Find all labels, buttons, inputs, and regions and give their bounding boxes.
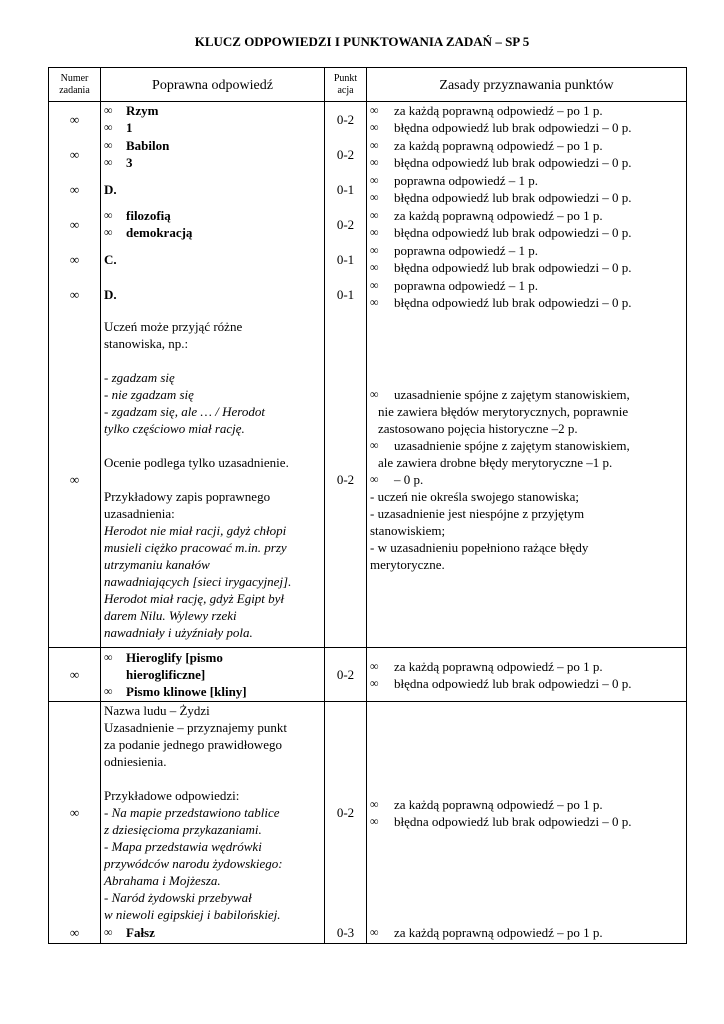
answer-cell: ∞ Babilon ∞ 3	[101, 137, 325, 172]
points-cell: 0-2	[325, 312, 367, 648]
points-cell: 0-1	[325, 277, 367, 312]
rules-cell: ∞ za każdą poprawną odpowiedź – po 1 p. ∞ błędna odpowiedź lub brak odpowiedzi – 0 p.	[367, 102, 687, 137]
header-task-number: Numer zadania	[49, 68, 101, 102]
table-row	[49, 207, 687, 242]
task-number: ∞	[49, 277, 101, 312]
table-header-row	[49, 68, 687, 102]
rules-cell: ∞ poprawna odpowiedź – 1 p. ∞ błędna odpowiedź lub brak odpowiedzi – 0 p.	[367, 172, 687, 207]
table-row	[49, 648, 687, 702]
table-row	[49, 242, 687, 277]
points-cell: 0-3	[325, 923, 367, 943]
answer-key-table	[48, 67, 687, 944]
answer-cell: ∞ filozofią ∞ demokracją	[101, 207, 325, 242]
task-number: ∞	[49, 172, 101, 207]
points-cell: 0-2	[325, 207, 367, 242]
task-number: ∞	[49, 312, 101, 648]
answer-cell: ∞ Rzym ∞ 1	[101, 102, 325, 137]
answer-cell: ∞ Hieroglify [pismo hieroglificzne] ∞ Pismo klinowe [kliny]	[101, 648, 325, 702]
header-points: Punkt acja	[325, 68, 367, 102]
points-cell: 0-1	[325, 242, 367, 277]
table-row	[49, 702, 687, 924]
table-row	[49, 102, 687, 137]
points-cell: 0-2	[325, 702, 367, 924]
answer-cell: D.	[101, 277, 325, 312]
points-cell: 0-2	[325, 137, 367, 172]
rules-cell: ∞ za każdą poprawną odpowiedź – po 1 p. ∞ błędna odpowiedź lub brak odpowiedzi – 0 p.	[367, 702, 687, 924]
rules-cell: ∞ za każdą poprawną odpowiedź – po 1 p. ∞ błędna odpowiedź lub brak odpowiedzi – 0 p.	[367, 137, 687, 172]
task-number: ∞	[49, 102, 101, 137]
document-title: KLUCZ ODPOWIEDZI I PUNKTOWANIA ZADAŃ – SP 5	[194, 34, 530, 49]
table-row	[49, 172, 687, 207]
task-number: ∞	[49, 702, 101, 924]
answer-cell: D.	[101, 172, 325, 207]
header-correct-answer: Poprawna odpowiedź	[101, 68, 325, 102]
rules-cell: ∞ za każdą poprawną odpowiedź – po 1 p. ∞ błędna odpowiedź lub brak odpowiedzi – 0 p.	[367, 207, 687, 242]
table-row	[49, 137, 687, 172]
rules-cell: ∞ uzasadnienie spójne z zajętym stanowiskiem, nie zawiera błędów merytorycznych, poprawnie zastosowano pojęcia historyczne –2 p. ∞ uzasadnienie spójne z zajętym stanowiskiem, ale zawiera drobne błędy merytoryczne –1 p. ∞ – 0 p. - uczeń nie określa swojego stanowiska; - uzasadnienie jest niespójne z przyjętym stanowiskiem; - w uzasadnieniu popełniono rażące błędy merytoryczne.	[367, 312, 687, 648]
rules-cell: ∞ za każdą poprawną odpowiedź – po 1 p.	[367, 923, 687, 943]
rules-cell: ∞ poprawna odpowiedź – 1 p. ∞ błędna odpowiedź lub brak odpowiedzi – 0 p.	[367, 277, 687, 312]
answer-cell: C.	[101, 242, 325, 277]
points-cell: 0-1	[325, 172, 367, 207]
answer-cell: Uczeń może przyjąć różne stanowiska, np.: - zgadzam się - nie zgadzam się - zgadzam się, ale … / Herodot tylko częściowo miał rację. Ocenie podlega tylko uzasadnienie. Przykładowy zapis poprawnego uzasadnienia: Herodot nie miał racji, gdyż chłopi musieli ciężko pracować m.in. przy utrzymaniu kanałów nawadniających [sieci irygacyjnej]. Herodot miał rację, gdyż Egipt był darem Nilu. Wylewy rzeki nawadniały i użyźniały pola.	[101, 312, 325, 648]
rules-cell: ∞ za każdą poprawną odpowiedź – po 1 p. ∞ błędna odpowiedź lub brak odpowiedzi – 0 p.	[367, 648, 687, 702]
task-number: ∞	[49, 137, 101, 172]
answer-cell: ∞ Fałsz	[101, 923, 325, 943]
table-row	[49, 312, 687, 648]
table-row	[49, 277, 687, 312]
task-number: ∞	[49, 648, 101, 702]
rules-cell: ∞ poprawna odpowiedź – 1 p. ∞ błędna odpowiedź lub brak odpowiedzi – 0 p.	[367, 242, 687, 277]
task-number: ∞	[49, 923, 101, 943]
table-row	[49, 923, 687, 943]
points-cell: 0-2	[325, 648, 367, 702]
task-number: ∞	[49, 242, 101, 277]
header-scoring-rules: Zasady przyznawania punktów	[367, 68, 687, 102]
task-number: ∞	[49, 207, 101, 242]
answer-cell: Nazwa ludu – Żydzi Uzasadnienie – przyznajemy punkt za podanie jednego prawidłowego odniesienia. Przykładowe odpowiedzi: - Na mapie przedstawiono tablice z dziesięcioma przykazaniami. - Mapa przedstawia wędrówki przywódców narodu żydowskiego: Abrahama i Mojżesza. - Naród żydowski przebywał w niewoli egipskiej i babilońskiej.	[101, 702, 325, 924]
points-cell: 0-2	[325, 102, 367, 137]
